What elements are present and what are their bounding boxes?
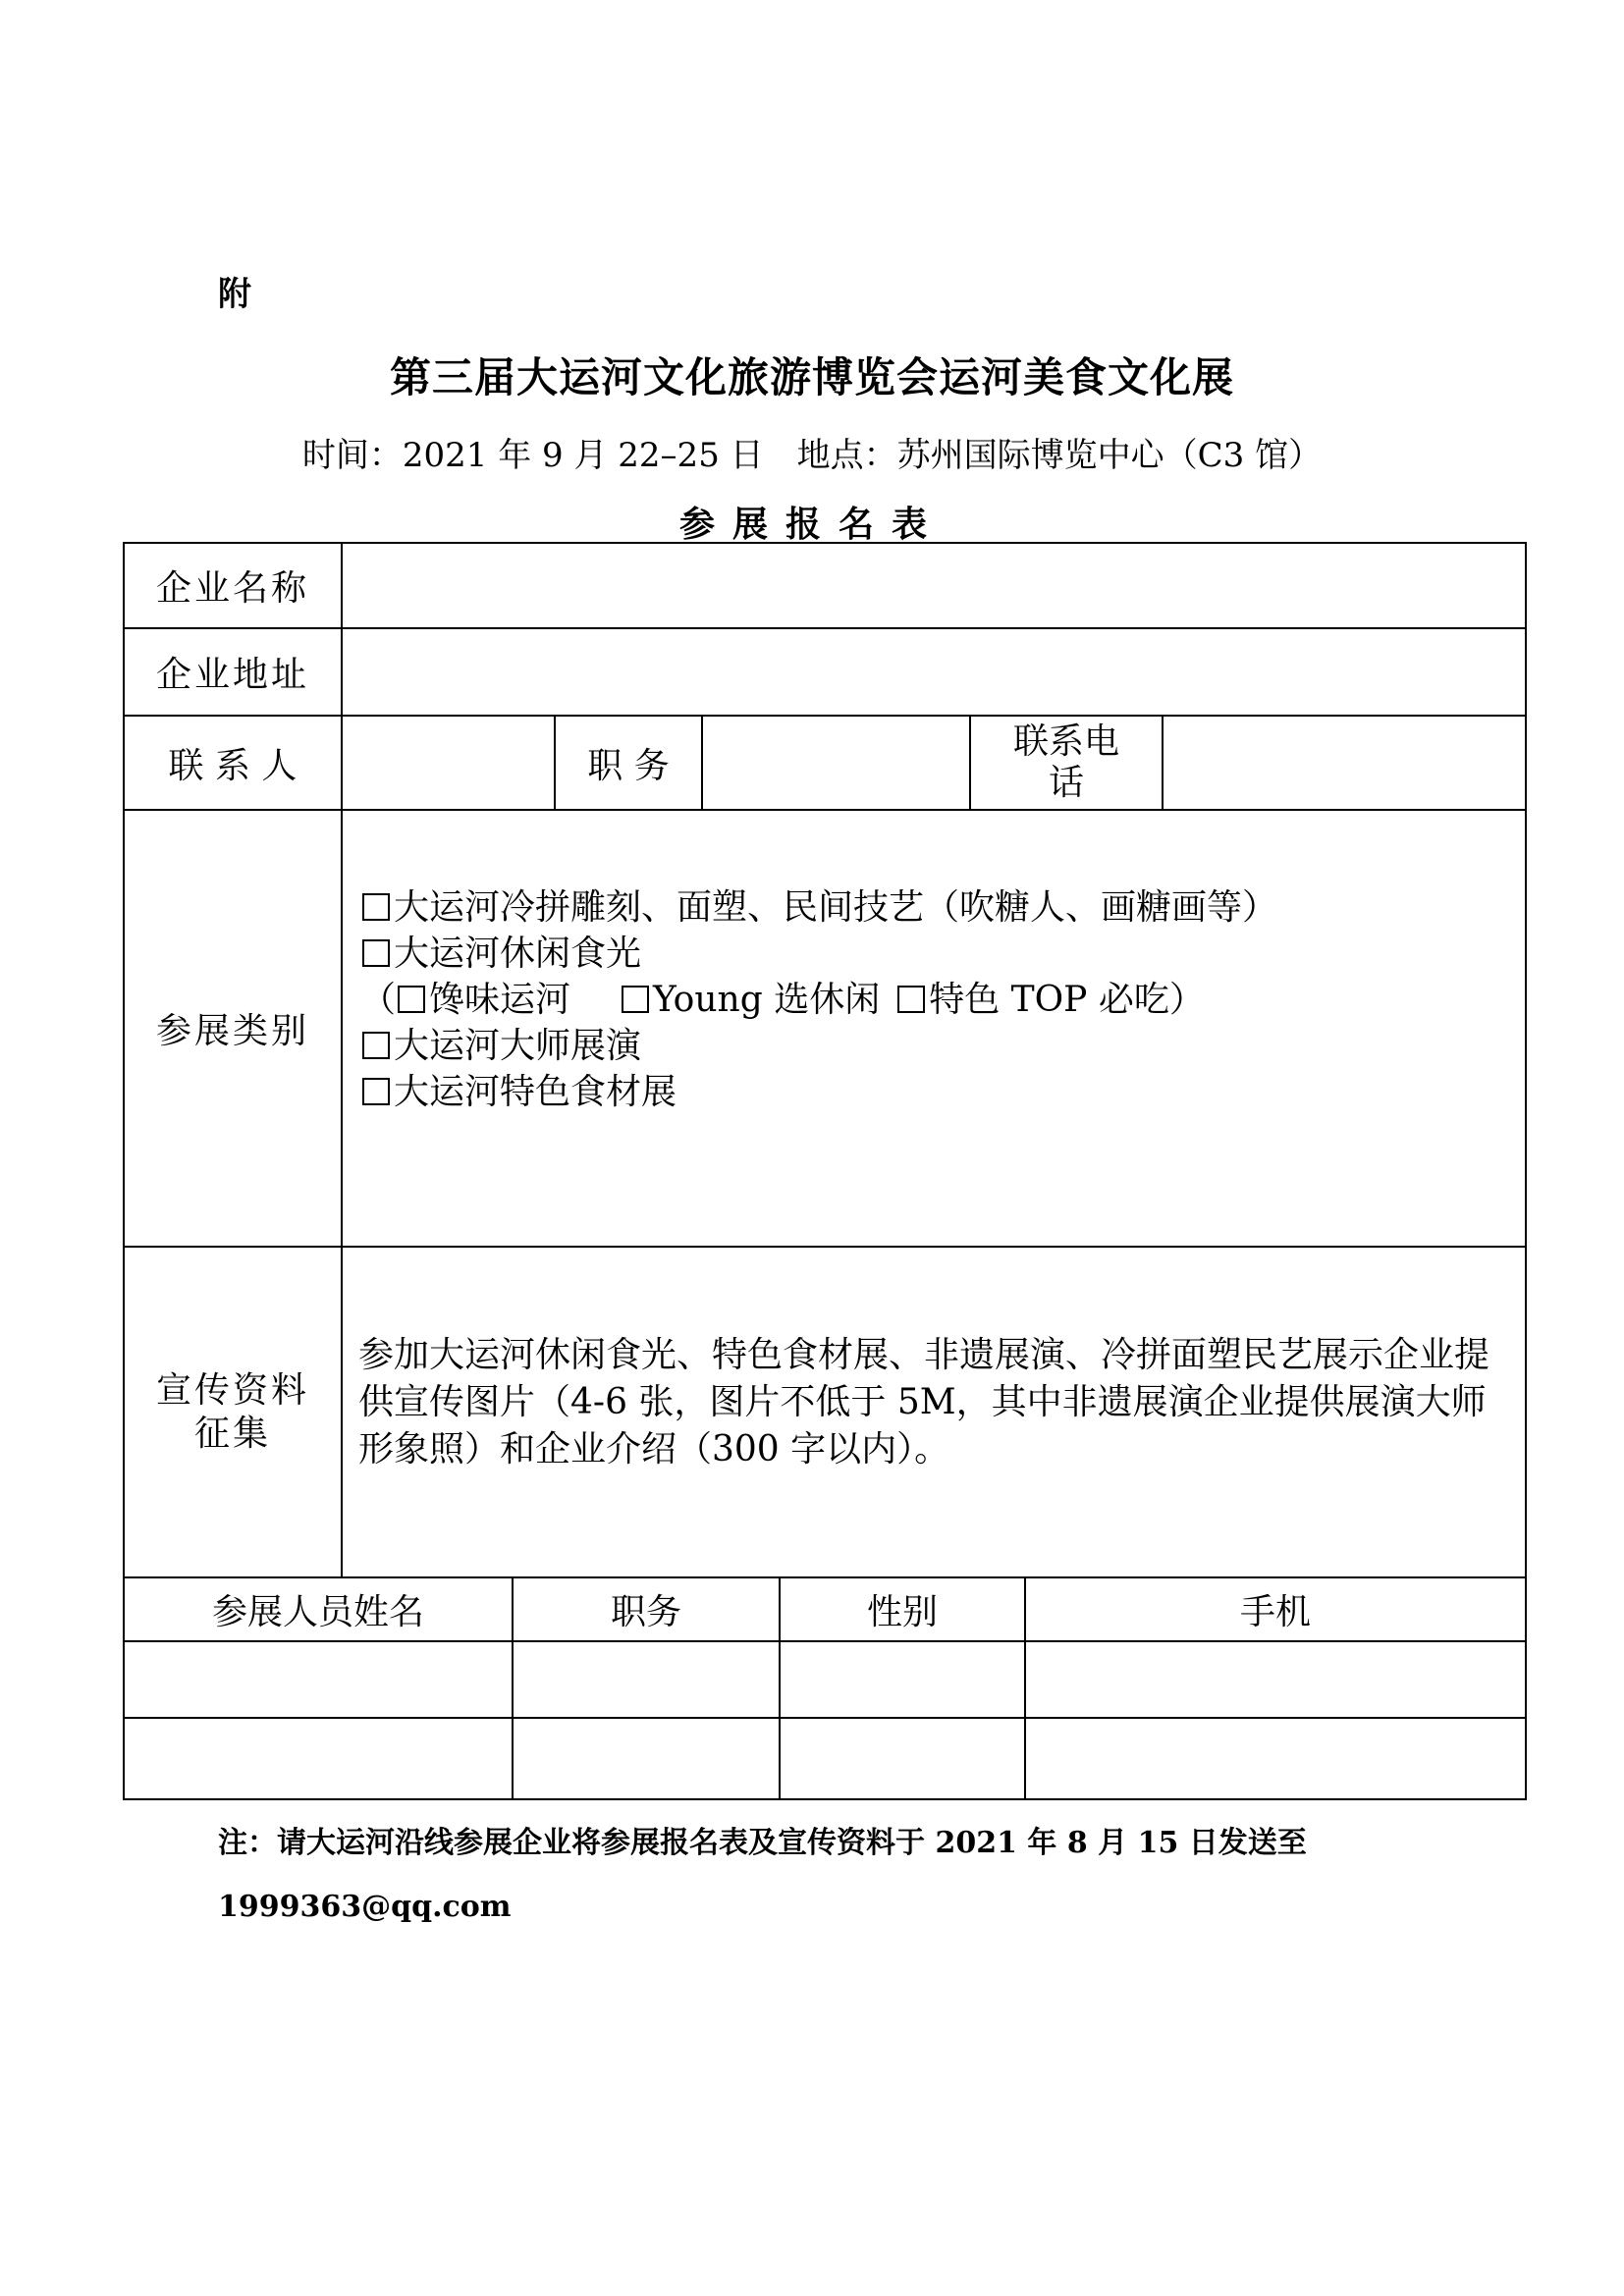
- staff-phone-field[interactable]: [1026, 1642, 1525, 1717]
- category-option-label: 大运河大师展演: [394, 1026, 642, 1066]
- contact-phone-label-line1: 联系电: [1012, 721, 1119, 762]
- contact-phone-label: [971, 717, 1162, 809]
- staff-gender-field[interactable]: [781, 1642, 1024, 1717]
- contact-person-label: 联 系 人: [168, 745, 298, 786]
- paren-open: （: [360, 980, 397, 1020]
- suboption-label: 特色 TOP 必吃: [929, 980, 1169, 1020]
- contact-phone-field[interactable]: [1164, 717, 1525, 809]
- checkbox[interactable]: [362, 1078, 390, 1105]
- checkbox[interactable]: [362, 1032, 390, 1059]
- paren-close: ）: [1168, 980, 1205, 1020]
- staff-phone-header: 手机: [1239, 1592, 1311, 1632]
- category-option-label: 大运河特色食材展: [394, 1072, 677, 1112]
- position-label: 职 务: [587, 745, 670, 786]
- category-option: [360, 1023, 1277, 1069]
- promo-label-line2: 征集: [193, 1413, 271, 1454]
- staff-name-header: 参展人员姓名: [211, 1592, 424, 1632]
- staff-gender-field[interactable]: [781, 1719, 1024, 1798]
- registration-form-table: [123, 542, 1527, 1800]
- checkbox[interactable]: [398, 986, 425, 1013]
- exhibition-category-label: 参展类别: [155, 1011, 309, 1051]
- company-name-field[interactable]: [343, 544, 1525, 627]
- promo-materials-text: 参加大运河休闲食光、特色食材展、非遗展演、冷拼面塑民艺展示企业提供宣传图片（4-6 张，图片不低于 5M，其中非遗展演企业提供展演大师形象照）和企业介绍（300 字以内）。: [358, 1335, 1490, 1469]
- promo-materials-label: [125, 1248, 341, 1576]
- company-address-field[interactable]: [343, 629, 1525, 715]
- attachment-label: 附: [218, 275, 251, 314]
- document-title: 第三届大运河文化旅游博览会运河美食文化展: [389, 353, 1234, 401]
- suboption-label: 馋味运河: [429, 980, 571, 1020]
- position-field[interactable]: [703, 717, 969, 809]
- staff-name-field[interactable]: [125, 1719, 512, 1798]
- promo-label-line1: 宣传资料: [155, 1369, 309, 1411]
- exhibition-category-options: [360, 884, 1277, 1115]
- category-option: [360, 931, 1277, 977]
- submission-email: 1999363@qq.com: [218, 1890, 512, 1924]
- checkbox[interactable]: [622, 986, 649, 1013]
- category-option-label: 大运河冷拼雕刻、面塑、民间技艺（吹糖人、画糖画等）: [394, 887, 1278, 928]
- category-option: [360, 1069, 1277, 1115]
- staff-name-field[interactable]: [125, 1642, 512, 1717]
- checkbox[interactable]: [362, 939, 390, 967]
- checkbox[interactable]: [362, 893, 390, 921]
- staff-position-field[interactable]: [514, 1719, 779, 1798]
- company-name-label: 企业名称: [155, 568, 309, 609]
- event-time-location: 时间：2021 年 9 月 22–25 日 地点：苏州国际博览中心（C3 馆）: [301, 436, 1323, 475]
- staff-position-field[interactable]: [514, 1642, 779, 1717]
- category-suboptions: [360, 977, 1277, 1023]
- company-address-label: 企业地址: [155, 655, 309, 695]
- suboption-label: Young 选休闲: [653, 980, 881, 1020]
- submission-note: 注：请大运河沿线参展企业将参展报名表及宣传资料于 2021 年 8 月 15 日发送至: [218, 1826, 1307, 1860]
- category-option-label: 大运河休闲食光: [394, 934, 642, 974]
- contact-phone-label-line2: 话: [1048, 763, 1084, 803]
- checkbox[interactable]: [897, 986, 925, 1013]
- staff-position-header: 职务: [610, 1592, 681, 1632]
- form-title: 参展报名表: [678, 504, 945, 545]
- staff-phone-field[interactable]: [1026, 1719, 1525, 1798]
- category-option: [360, 884, 1277, 931]
- staff-gender-header: 性别: [866, 1592, 938, 1632]
- contact-person-field[interactable]: [343, 717, 554, 809]
